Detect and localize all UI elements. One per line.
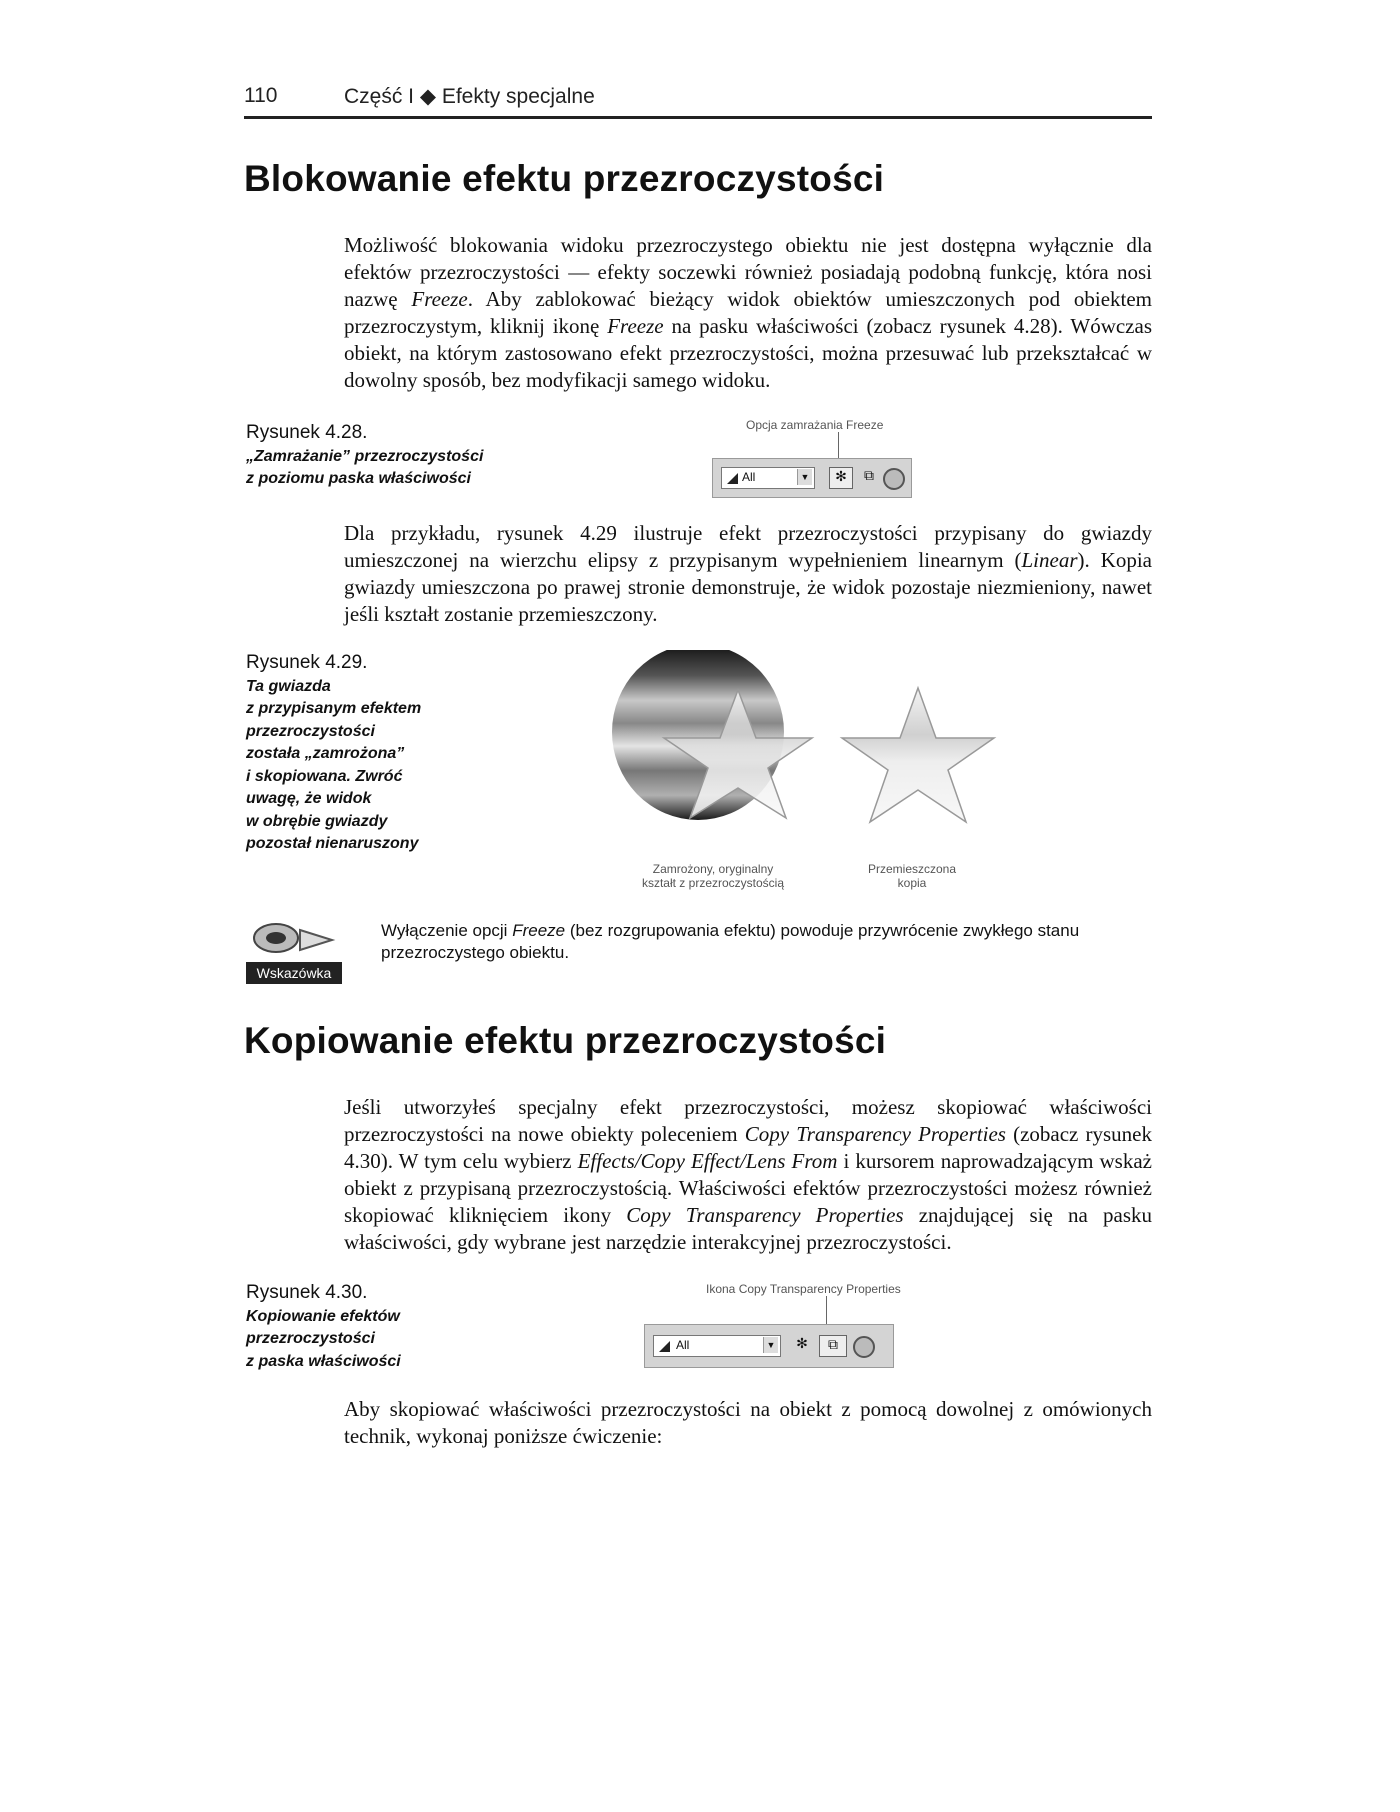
figure-number: Rysunek 4.28. (246, 422, 368, 443)
transparency-target-combo[interactable]: All ▼ (721, 467, 815, 489)
copy-properties-icon[interactable]: ⧉ (819, 1335, 847, 1357)
page-number: 110 (244, 84, 278, 107)
transparency-target-combo[interactable]: All ▼ (653, 1335, 781, 1357)
running-head: Część I ◆ Efekty specjalne (344, 85, 595, 108)
callout-line (826, 1296, 827, 1324)
clear-transparency-icon[interactable] (883, 468, 905, 490)
magnifier-icon (246, 918, 342, 964)
frozen-star-label: Zamrożony, oryginalny kształt z przezroczystością (641, 862, 785, 890)
moved-star-copy (842, 688, 994, 822)
figure-4-29-caption: Rysunek 4.29. Ta gwiazda z przypisanym efektem przezroczystości została „zamrożona” i skopiowana. Zwróć uwagę, że widok w obrębie gwiazdy pozostał nienaruszony (246, 652, 546, 856)
body-paragraph-2: Dla przykładu, rysunek 4.29 ilustruje efekt przezroczystości przypisany do gwiazdy umieszczonej na wierzchu elipsy z przypisanym wypełnieniem linearnym (Linear). Kopia gwiazdy umieszczona po prawej stronie demonstruje, że widok pozostaje niezmieniony, nawet jeśli kształt zostanie przemieszczony. (344, 521, 1152, 626)
chevron-down-icon[interactable]: ▼ (797, 469, 812, 485)
page-header (244, 84, 1152, 119)
figure-4-29-illustration (600, 650, 1020, 890)
body-paragraph-3: Jeśli utworzyłeś specjalny efekt przezroczystości, możesz skopiować właściwości przezroczystości na nowe obiekty poleceniem Copy Transparency Properties (zobacz rysunek 4.30). W tym celu wybierz Effects/Copy Effect/Lens From i kursorem naprowadzającym wskaż obiekt z przypisaną przezroczystością. Właściwości efektów przezroczystości możesz również skopiować kliknięciem ikony Copy Transparency Properties znajdującej się na pasku właściwości, gdy wybrane jest narzędzie interakcyjnej przezroczystości. (344, 1095, 1153, 1254)
section-title-blocking: Blokowanie efektu przezroczystości (244, 158, 885, 199)
figure-number: Rysunek 4.29. (246, 652, 368, 673)
moved-copy-label: Przemieszczona kopia (867, 862, 957, 890)
copy-properties-icon[interactable]: ⧉ (864, 469, 874, 484)
tip-badge: Wskazówka (246, 962, 342, 984)
tip-icon (246, 918, 342, 984)
copy-properties-callout-label: Ikona Copy Transparency Properties (706, 1282, 901, 1296)
section-title-copying: Kopiowanie efektu przezroczystości (244, 1020, 887, 1061)
freeze-callout-label: Opcja zamrażania Freeze (746, 418, 884, 432)
tip-text: Wyłączenie opcji Freeze (bez rozgrupowania efektu) powoduje przywrócenie zwykłego stanu przezroczystego obiektu. (381, 921, 1080, 962)
body-paragraph-1: Możliwość blokowania widoku przezroczystego obiektu nie jest dostępna wyłącznie dla efektów przezroczystości — efekty soczewki również posiadają podobną funkcję, która nosi nazwę Freeze. Aby zablokować bieżący widok obiektów umieszczonych pod obiektem przezroczystym, kliknij ikonę Freeze na pasku właściwości (zobacz rysunek 4.28). Wówczas obiekt, na którym zastosowano efekt przezroczystości, można przesuwać lub przekształcać w dowolny sposób, bez modyfikacji samego widoku. (344, 233, 1152, 392)
fill-arrow-icon (659, 1341, 670, 1352)
property-bar-4-30 (644, 1324, 894, 1368)
body-paragraph-4: Aby skopiować właściwości przezroczystości na obiekt z pomocą dowolnej z omówionych technik, wykonaj poniższe ćwiczenie: (344, 1397, 1152, 1448)
property-bar-4-28 (712, 458, 912, 498)
chevron-down-icon[interactable]: ▼ (763, 1337, 778, 1353)
freeze-icon[interactable]: ✻ (796, 1337, 808, 1352)
figure-number: Rysunek 4.30. (246, 1282, 368, 1303)
fill-arrow-icon (727, 473, 738, 484)
freeze-icon[interactable]: ✻ (829, 467, 853, 489)
figure-4-28-caption: Rysunek 4.28. „Zamrażanie” przezroczystości z poziomu paska właściwości (246, 422, 546, 491)
callout-line (838, 432, 839, 458)
figure-4-30-caption: Rysunek 4.30. Kopiowanie efektów przezroczystości z paska właściwości (246, 1282, 546, 1373)
clear-transparency-icon[interactable] (853, 1336, 875, 1358)
